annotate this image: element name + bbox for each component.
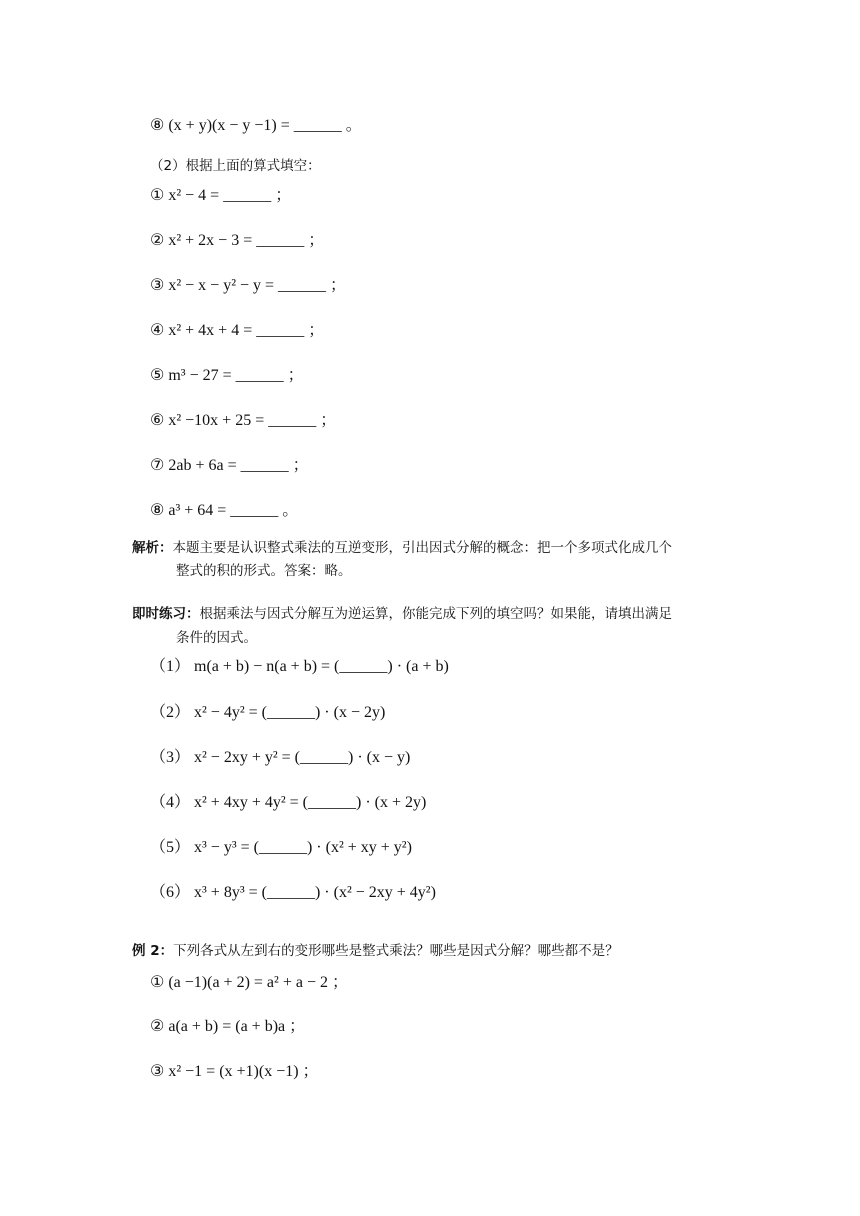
example2-item: ① (a −1)(a + 2) = a² + a − 2 ；	[150, 974, 348, 991]
example2-item: ③ x² −1 = (x +1)(x −1) ；	[150, 1063, 319, 1080]
practice-text-cont: 条件的因式。	[176, 630, 257, 646]
practice-item: （5） x³ − y³ = (______) · (x² + xy + y²)	[150, 839, 412, 856]
equation-line: ⑧ a³ + 64 = ______ 。	[150, 502, 299, 519]
instruction-line: （2）根据上面的算式填空：	[150, 158, 321, 174]
equation-line: ④ x² + 4x + 4 = ______ ；	[150, 322, 325, 339]
equation-line: ③ x² − x − y² − y = ______ ；	[150, 277, 347, 294]
practice-item: （3） x² − 2xy + y² = (______) · (x − y)	[150, 749, 411, 766]
analysis-text-cont: 整式的积的形式。答案：略。	[176, 563, 352, 579]
equation-line: ⑤ m³ − 27 = ______ ；	[150, 367, 304, 384]
equation-line: ① x² − 4 = ______ ；	[150, 187, 292, 204]
practice-paragraph	[132, 604, 672, 624]
example2-paragraph	[132, 941, 619, 961]
example2-label: 例 2：	[132, 943, 174, 959]
practice-label: 即时练习：	[132, 606, 200, 622]
practice-item: （6） x³ + 8y³ = (______) · (x² − 2xy + 4y²)	[150, 884, 436, 901]
example2-text: 下列各式从左到右的变形哪些是整式乘法？哪些是因式分解？哪些都不是？	[173, 943, 619, 959]
equation-line: ⑦ 2ab + 6a = ______ ；	[150, 457, 309, 474]
practice-item: （4） x² + 4xy + 4y² = (______) · (x + 2y)	[150, 794, 427, 811]
equation-line: ② x² + 2x − 3 = ______ ；	[150, 232, 325, 249]
equation-line: ⑧ (x + y)(x − y −1) = ______ 。	[150, 117, 362, 134]
equation-line: ⑥ x² −10x + 25 = ______ ；	[150, 412, 337, 429]
example2-item: ② a(a + b) = (a + b)a ；	[150, 1018, 306, 1035]
practice-item: （1） m(a + b) − n(a + b) = (______) · (a + b)	[150, 658, 449, 675]
analysis-paragraph	[132, 538, 672, 558]
practice-text: 根据乘法与因式分解互为逆运算，你能完成下列的填空吗？如果能，请填出满足	[199, 606, 672, 622]
analysis-text: 本题主要是认识整式乘法的互逆变形，引出因式分解的概念：把一个多项式化成几个	[172, 540, 672, 556]
practice-item: （2） x² − 4y² = (______) · (x − 2y)	[150, 704, 386, 721]
analysis-label: 解析：	[132, 540, 173, 556]
